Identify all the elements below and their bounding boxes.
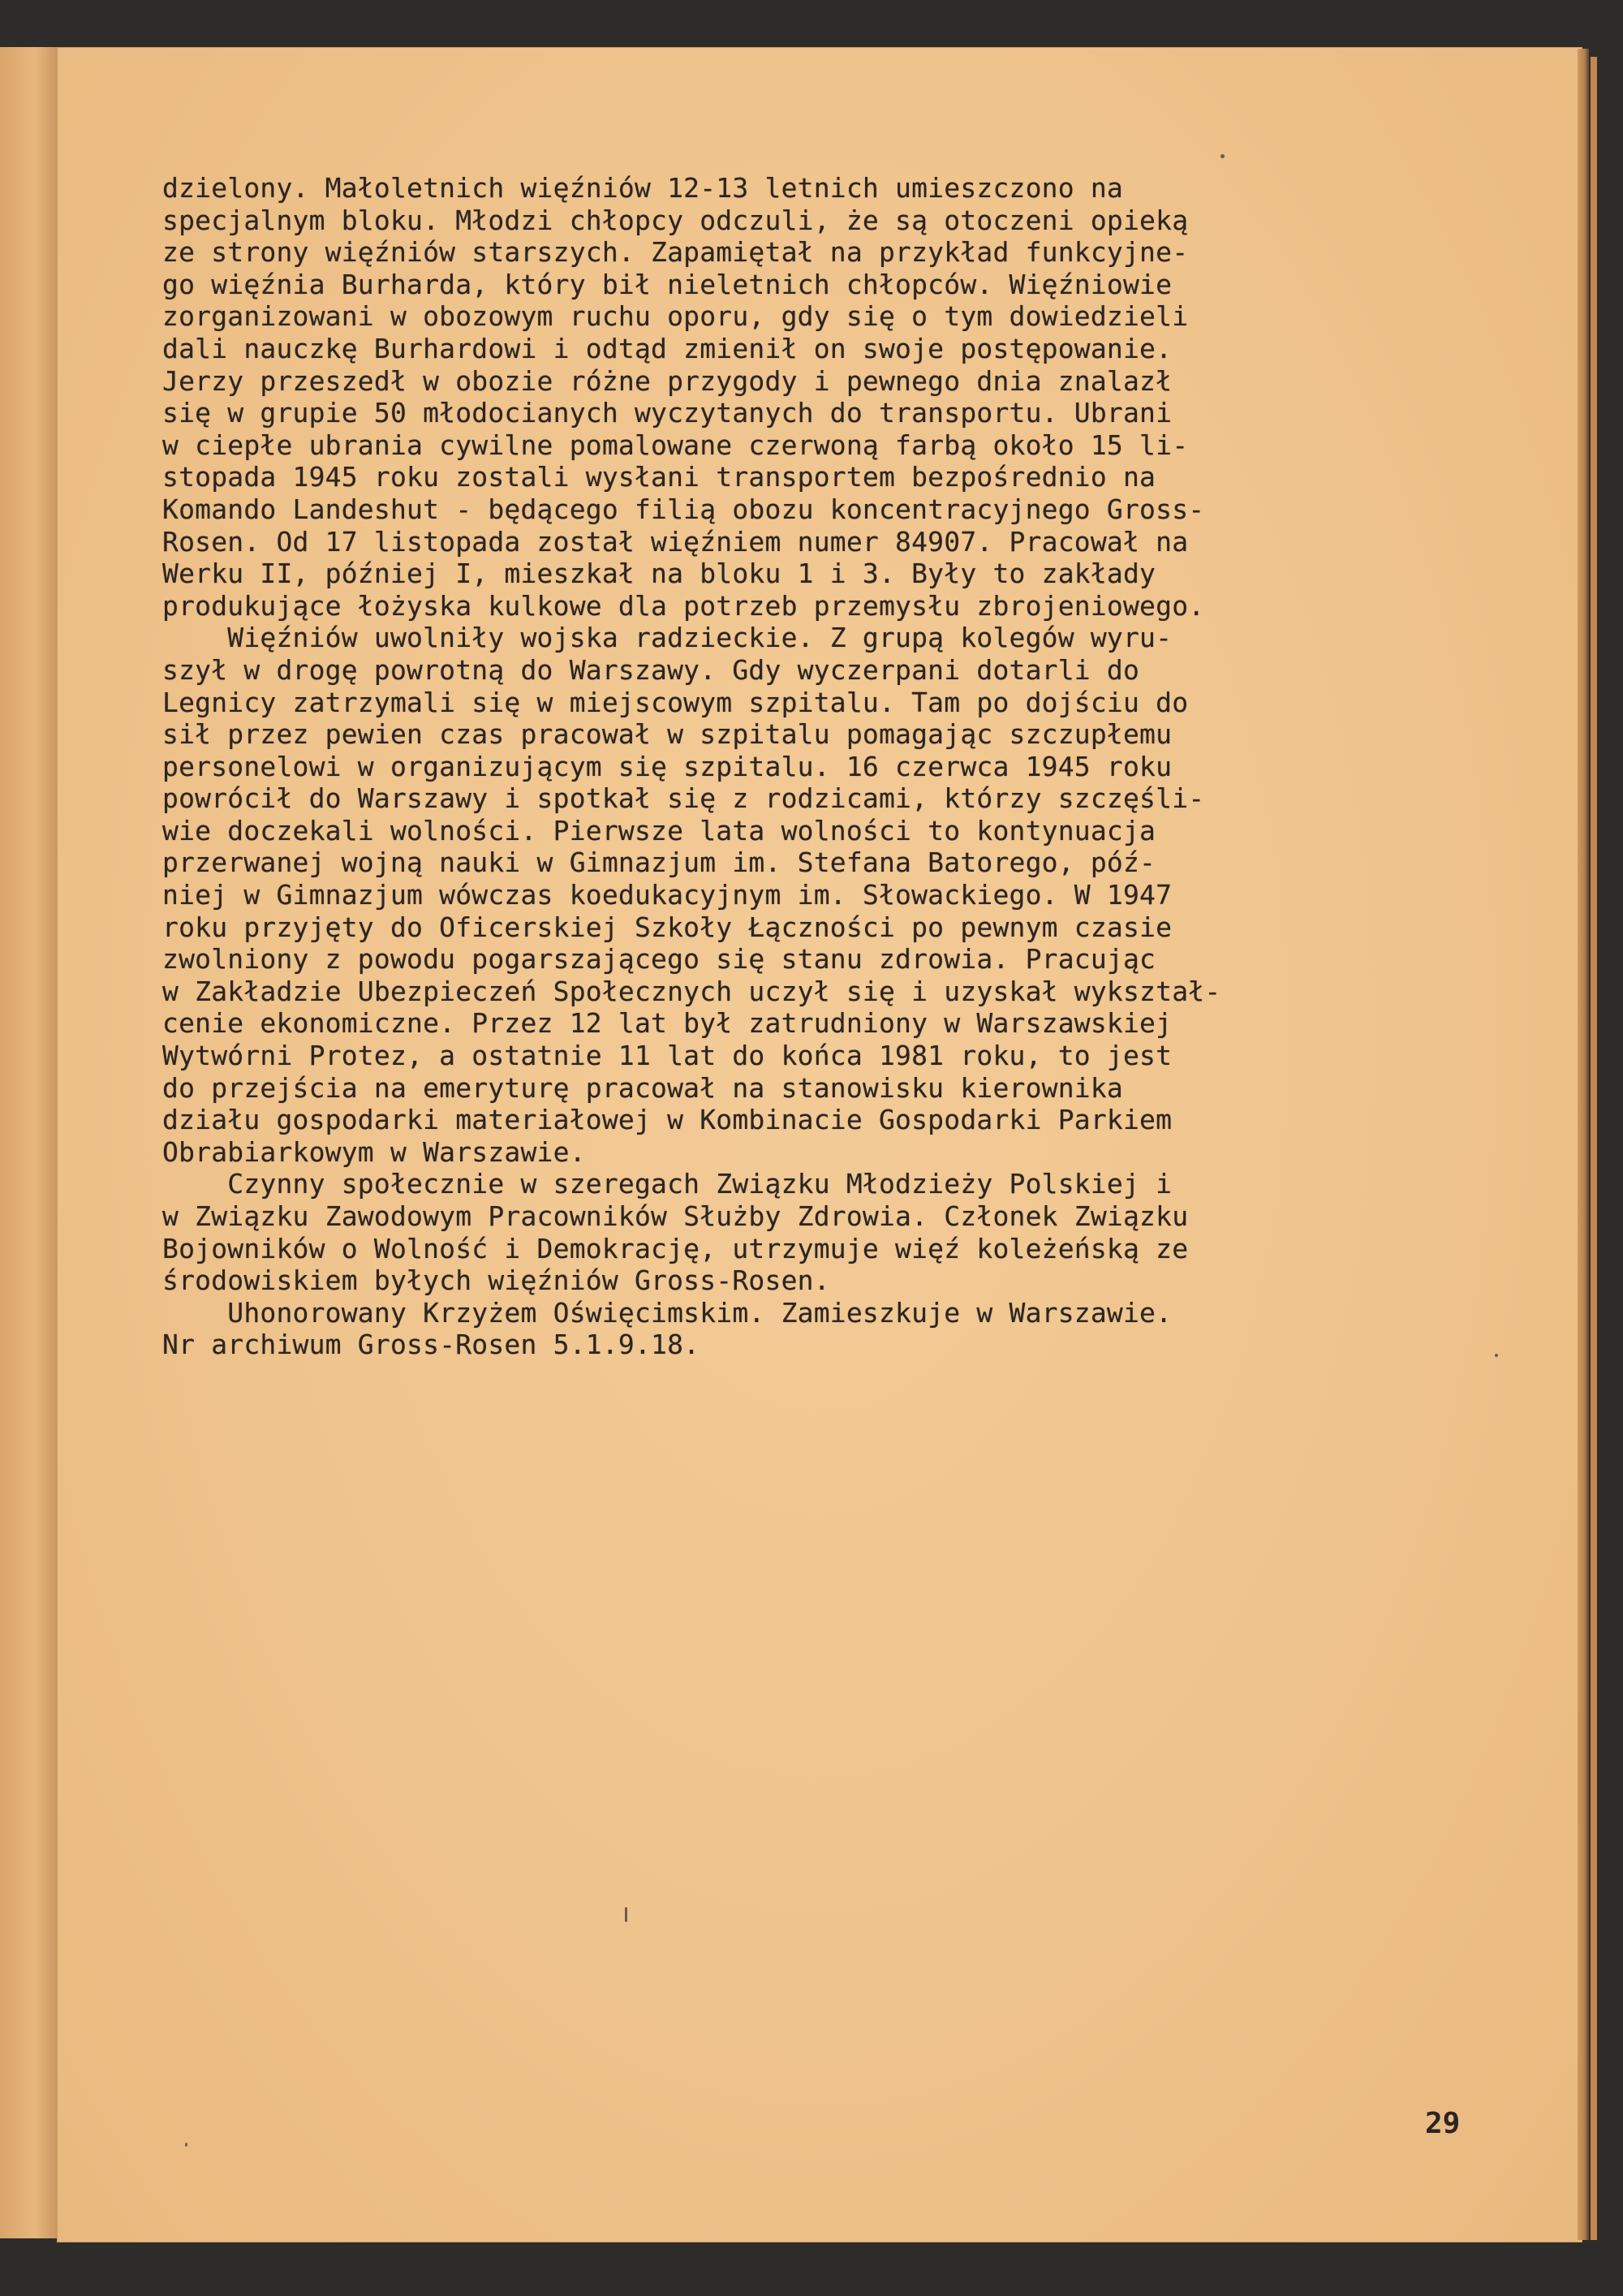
text-line: Więźniów uwolniły wojska radzieckie. Z grupą kolegów wyru- — [162, 622, 1173, 654]
text-line: go więźnia Burharda, który bił nieletnich chłopców. Więźniowie — [162, 268, 1173, 300]
text-line: Jerzy przeszedł w obozie różne przygody i pewnego dnia znalazł — [162, 364, 1173, 397]
text-line: się w grupie 50 młodocianych wyczytanych do transportu. Ubrani — [162, 397, 1173, 429]
page-number: 29 — [1425, 2107, 1461, 2140]
text-line: Czynny społecznie w szeregach Związku Młodzieży Polskiej i — [162, 1168, 1173, 1200]
text-line: Rosen. Od 17 listopada został więźniem numer 84907. Pracował na — [162, 525, 1189, 558]
text-line: środowiskiem byłych więźniów Gross-Rosen. — [162, 1264, 830, 1297]
text-line: cenie ekonomiczne. Przez 12 lat był zatrudniony w Warszawskiej — [162, 1007, 1173, 1040]
text-line: w Zakładzie Ubezpieczeń Społecznych uczył się i uzyskał wykształ- — [162, 975, 1221, 1007]
text-line: Nr archiwum Gross-Rosen 5.1.9.18. — [162, 1329, 700, 1361]
text-line: Bojowników o Wolność i Demokrację, utrzymuje więź koleżeńską ze — [162, 1232, 1189, 1264]
text-line: zorganizowani w obozowym ruchu oporu, gdy się o tym dowiedzieli — [162, 300, 1189, 333]
text-line: personelowi w organizującym się szpitalu. 16 czerwca 1945 roku — [162, 750, 1173, 782]
text-line: niej w Gimnazjum wówczas koedukacyjnym im. Słowackiego. W 1947 — [162, 879, 1173, 911]
text-line: Wytwórni Protez, a ostatnie 11 lat do końca 1981 roku, to jest — [162, 1040, 1173, 1072]
text-line: Obrabiarkowym w Warszawie. — [162, 1135, 586, 1168]
text-line: sił przez pewien czas pracował w szpitalu pomagając szczupłemu — [162, 718, 1173, 751]
text-line: zwolniony z powodu pogarszającego się stanu zdrowia. Pracując — [162, 943, 1156, 976]
text-line: ze strony więźniów starszych. Zapamiętał na przykład funkcyjne- — [162, 236, 1189, 269]
text-line: Komando Landeshut - będącego filią obozu koncentracyjnego Gross- — [162, 493, 1205, 525]
page-stack-edge — [1589, 57, 1597, 2240]
text-line: produkujące łożyska kulkowe dla potrzeb przemysłu zbrojeniowego. — [162, 589, 1205, 622]
paper-speck — [1220, 154, 1225, 158]
text-line: szył w drogę powrotną do Warszawy. Gdy wyczerpani dotarli do — [162, 653, 1140, 686]
text-line: roku przyjęty do Oficerskiej Szkoły Łączności po pewnym czasie — [162, 911, 1173, 943]
text-line: Legnicy zatrzymali się w miejscowym szpitalu. Tam po dojściu do — [162, 686, 1189, 718]
text-line: powrócił do Warszawy i spotkał się z rodzicami, którzy szczęśli- — [162, 782, 1205, 815]
text-line: działu gospodarki materiałowej w Kombinacie Gospodarki Parkiem — [162, 1104, 1173, 1136]
text-line: dali nauczkę Burhardowi i odtąd zmienił on swoje postępowanie. — [162, 332, 1173, 364]
body-text — [162, 172, 1461, 1361]
text-line: stopada 1945 roku zostali wysłani transportem bezpośrednio na — [162, 461, 1156, 493]
paper-speck — [185, 2143, 187, 2147]
paper-speck — [625, 1907, 627, 1922]
text-line: wie doczekali wolności. Pierwsze lata wolności to kontynuacja — [162, 814, 1156, 846]
text-line: w Związku Zawodowym Pracowników Służby Zdrowia. Członek Związku — [162, 1200, 1189, 1232]
page-right-edge — [1578, 49, 1589, 2240]
text-line: w ciepłe ubrania cywilne pomalowane czerwoną farbą około 15 li- — [162, 429, 1189, 461]
previous-page-edge — [0, 47, 58, 2238]
text-line: specjalnym bloku. Młodzi chłopcy odczuli, że są otoczeni opieką — [162, 204, 1189, 236]
text-line: Uhonorowany Krzyżem Oświęcimskim. Zamieszkuje w Warszawie. — [162, 1296, 1173, 1329]
text-line: Werku II, później I, mieszkał na bloku 1 i 3. Były to zakłady — [162, 558, 1156, 590]
text-line: dzielony. Małoletnich więźniów 12-13 letnich umieszczono na — [162, 172, 1123, 204]
text-line: przerwanej wojną nauki w Gimnazjum im. Stefana Batorego, póź- — [162, 846, 1156, 879]
text-line: do przejścia na emeryturę pracował na stanowisku kierownika — [162, 1071, 1123, 1104]
paper-speck — [1495, 1354, 1498, 1357]
